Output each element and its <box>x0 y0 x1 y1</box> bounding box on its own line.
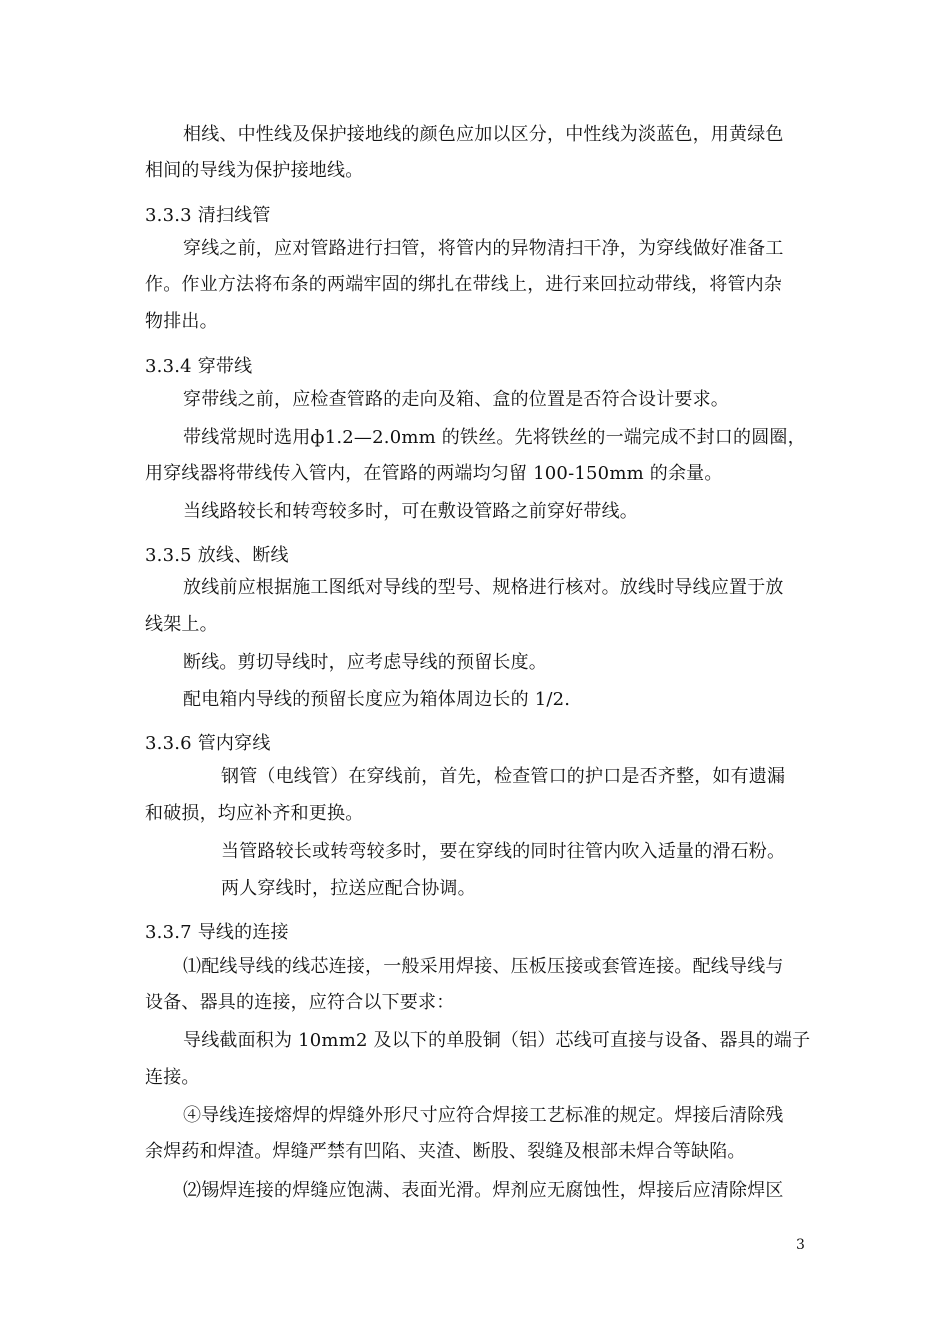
text-line: 放线前应根据施工图纸对导线的型号、规格进行核对。放线时导线应置于放 <box>183 577 784 598</box>
text-line: 钢管（电线管）在穿线前，首先，检查管口的护口是否齐整，如有遗漏 <box>221 766 786 787</box>
text-line: ⑵锡焊连接的焊缝应饱满、表面光滑。焊剂应无腐蚀性，焊接后应清除焊区 <box>183 1180 784 1201</box>
section-heading: 3.3.4 穿带线 <box>145 356 253 377</box>
text-line: 和破损，均应补齐和更换。 <box>145 803 364 824</box>
text-line: 断线。剪切导线时，应考虑导线的预留长度。 <box>183 652 547 673</box>
text-line: 设备、器具的连接，应符合以下要求： <box>145 992 455 1013</box>
text-line: 导线截面积为 10mm2 及以下的单股铜（铝）芯线可直接与设备、器具的端子 <box>183 1030 811 1051</box>
text-line: 用穿线器将带线传入管内，在管路的两端均匀留 100-150mm 的余量。 <box>145 463 723 484</box>
text-line: 余焊药和焊渣。焊缝严禁有凹陷、夹渣、断股、裂缝及根部未焊合等缺陷。 <box>145 1141 746 1162</box>
text-line: ⑴配线导线的线芯连接，一般采用焊接、压板压接或套管连接。配线导线与 <box>183 956 784 977</box>
text-line: 相间的导线为保护接地线。 <box>145 160 364 181</box>
page-number: 3 <box>796 1237 805 1253</box>
section-heading: 3.3.5 放线、断线 <box>145 545 289 566</box>
text-line: 相线、中性线及保护接地线的颜色应加以区分，中性线为淡蓝色，用黄绿色 <box>183 124 784 145</box>
text-line: 穿带线之前，应检查管路的走向及箱、盒的位置是否符合设计要求。 <box>183 389 729 410</box>
text-line: 配电箱内导线的预留长度应为箱体周边长的 1/2. <box>183 689 571 710</box>
text-line: 穿线之前，应对管路进行扫管，将管内的异物清扫干净，为穿线做好准备工 <box>183 238 784 259</box>
text-line: 两人穿线时，拉送应配合协调。 <box>221 878 476 899</box>
text-line: 作。作业方法将布条的两端牢固的绑扎在带线上，进行来回拉动带线，将管内杂 <box>145 274 782 295</box>
text-line: 连接。 <box>145 1067 200 1088</box>
text-line: ④导线连接熔焊的焊缝外形尺寸应符合焊接工艺标准的规定。焊接后清除残 <box>183 1105 784 1126</box>
text-line: 物排出。 <box>145 311 218 332</box>
text-line: 带线常规时选用ф1.2—2.0mm 的铁丝。先将铁丝的一端完成不封口的圆圈， <box>183 427 806 448</box>
text-line: 当管路较长或转弯较多时，要在穿线的同时往管内吹入适量的滑石粉。 <box>221 841 786 862</box>
section-heading: 3.3.3 清扫线管 <box>145 205 271 226</box>
section-heading: 3.3.6 管内穿线 <box>145 733 271 754</box>
section-heading: 3.3.7 导线的连接 <box>145 922 289 943</box>
text-line: 当线路较长和转弯较多时，可在敷设管路之前穿好带线。 <box>183 501 638 522</box>
text-line: 线架上。 <box>145 614 218 635</box>
